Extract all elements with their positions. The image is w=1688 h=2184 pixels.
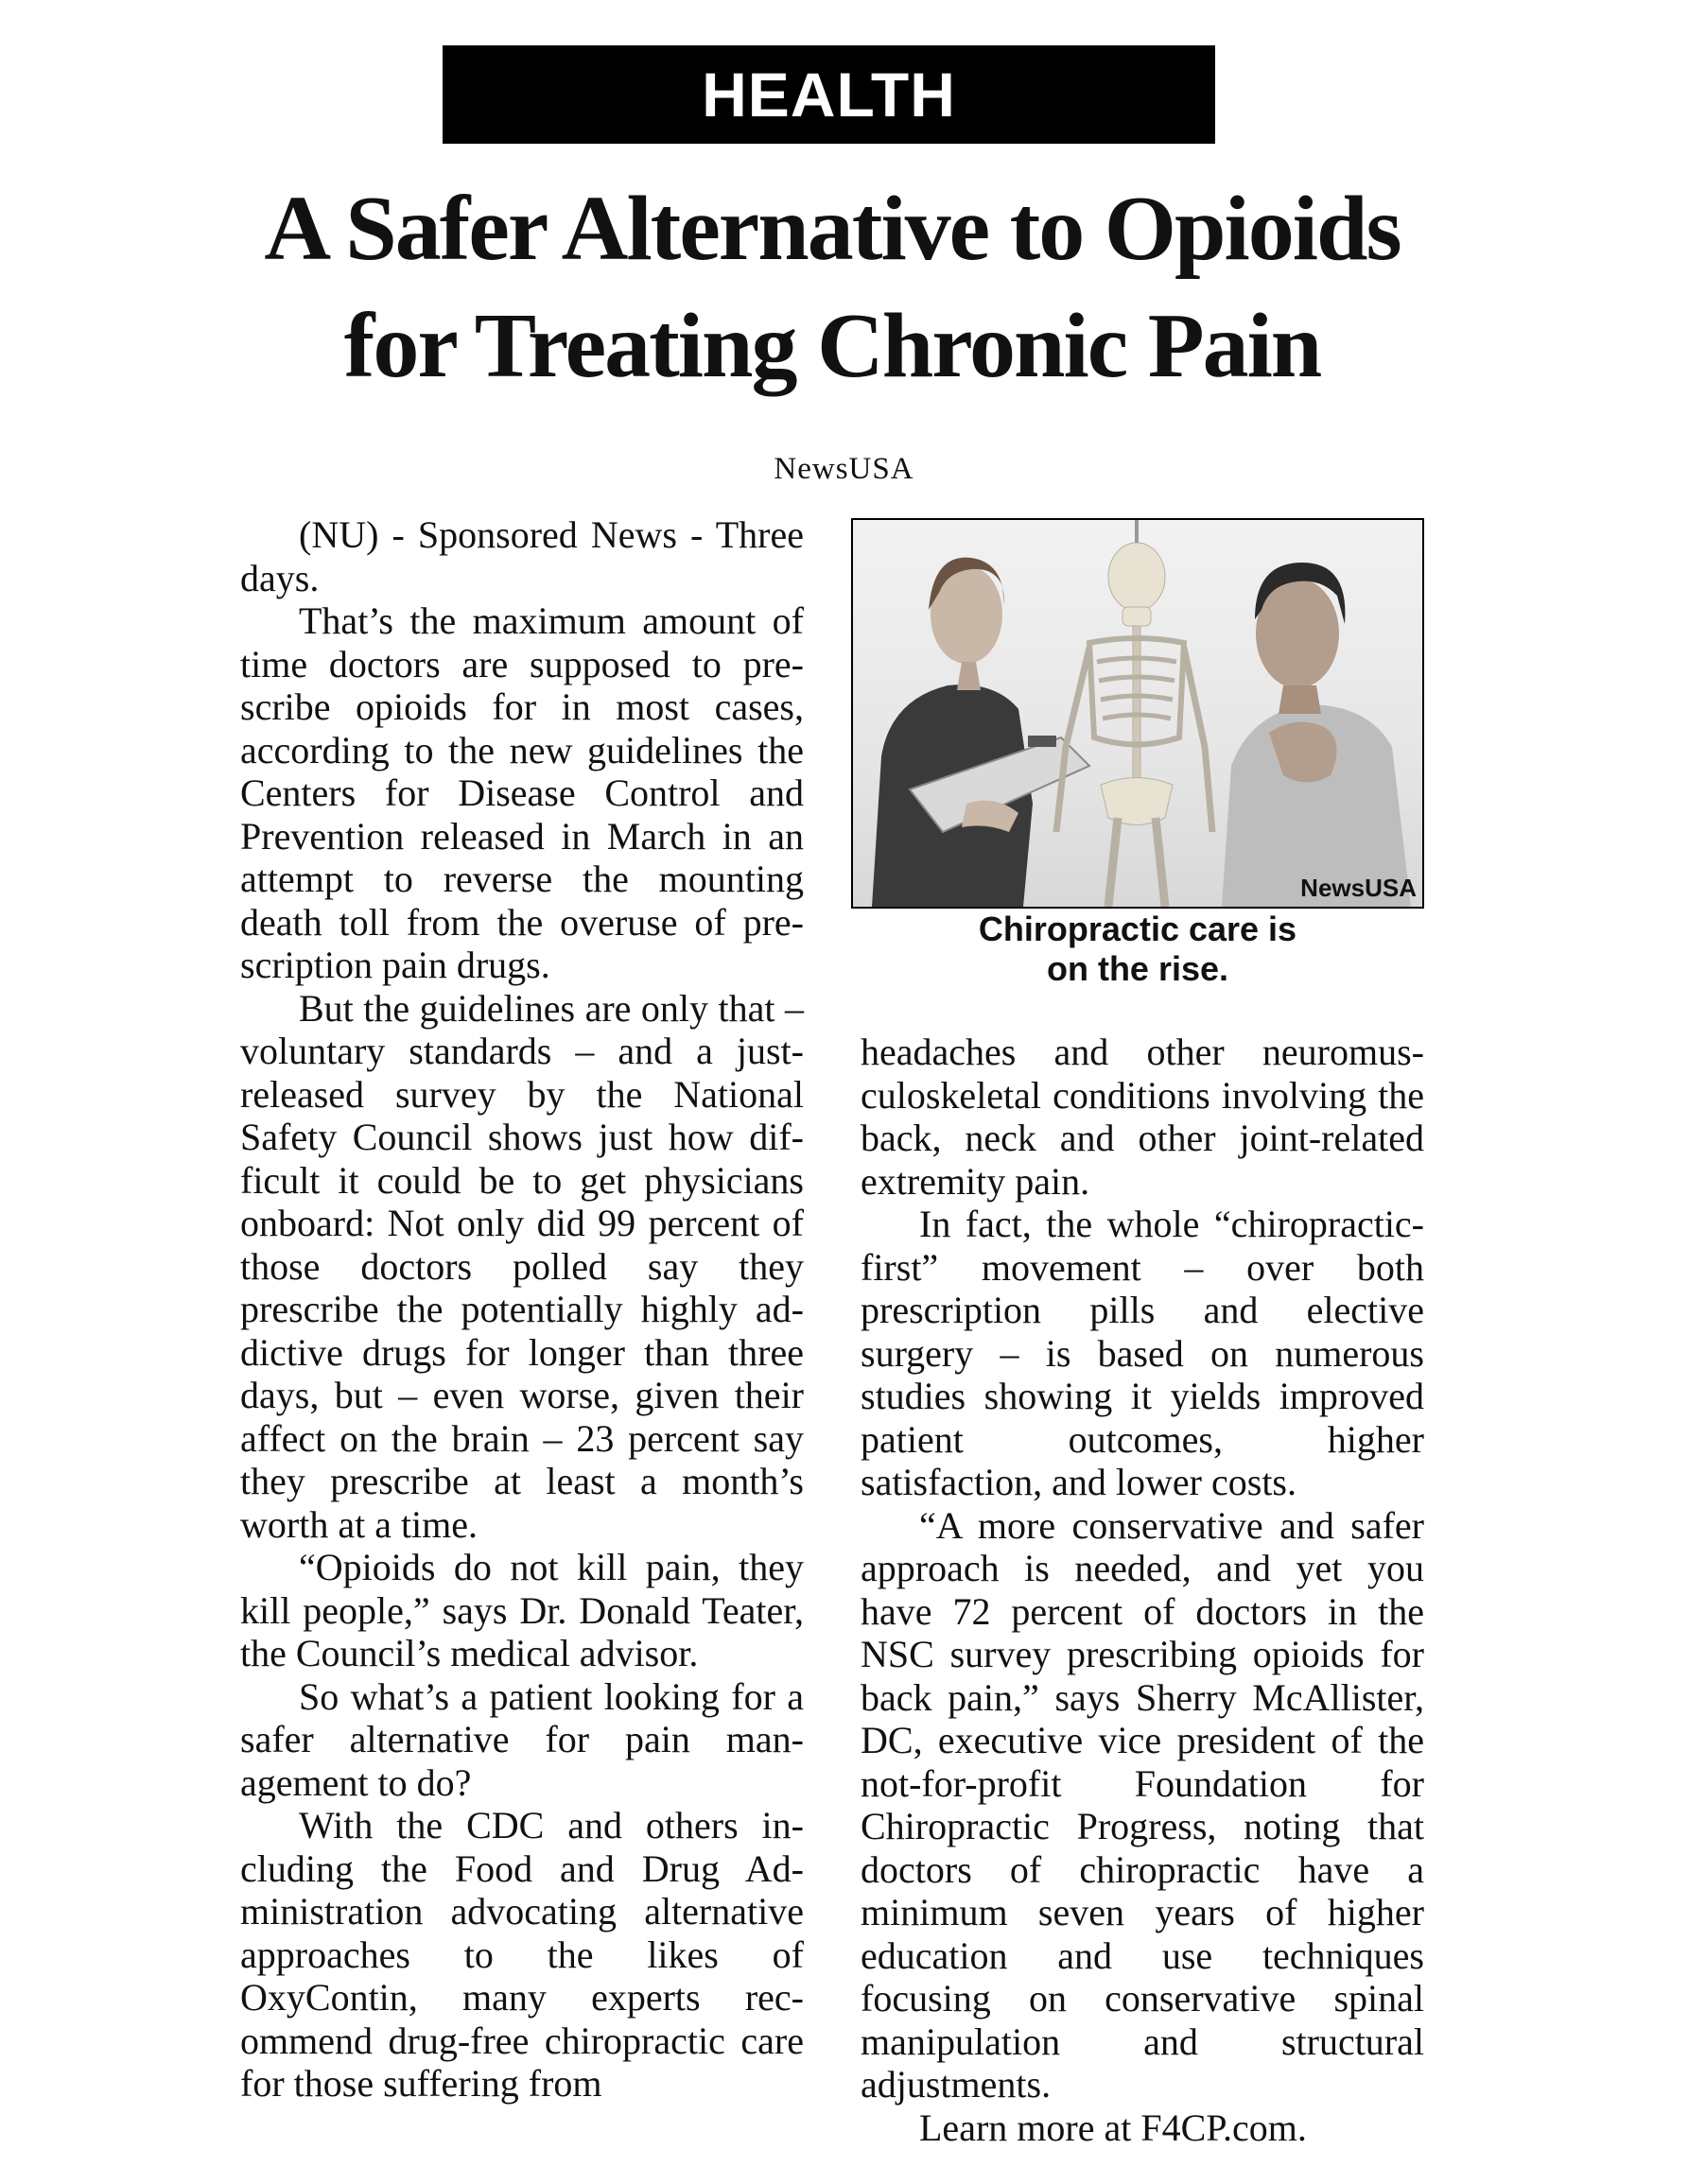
left-column [240, 513, 804, 2106]
chiropractic-scene-illustration [853, 520, 1422, 907]
section-label: HEALTH [702, 60, 956, 130]
paragraph: That’s the maximum amount of time doctors are supposed to prescribe opioids for in most cases, according to the new guidelines the Centers for Disease Control and Prevention released in March in an attempt to reverse the mounting death toll from the overuse of prescription pain drugs. [240, 599, 804, 986]
paragraph-continuation: headaches and other neuromusculoskeletal conditions involving the back, neck and other joint-related extremity pain. [861, 1031, 1424, 1203]
caption-line-1: Chiropractic care is [978, 910, 1297, 948]
article-photo [851, 518, 1424, 909]
paragraph: With the CDC and others including the Food and Drug Administration advocating alternative approaches to the likes of OxyContin, many experts recommend drug-free chiropractic care for those suffering from [240, 1804, 804, 2105]
right-column [861, 1031, 1424, 2149]
headline-line-2: for Treating Chronic Pain [343, 295, 1321, 397]
paragraph: “A more conservative and safer approach is needed, and yet you have 72 percent of doctors in the NSC survey prescribing opioids for back pain,” says Sherry McAllister, DC, executive vice president of the not-for-profit Foundation for Chiropractic Progress, noting that doctors of chiropractic have a minimum seven years of higher education and use techniques focusing on conservative spinal manipulation and structural adjustments. [861, 1503, 1424, 2106]
paragraph: In fact, the whole “chiropractic-first” movement – over both prescription pills and elective surgery – is based on numerous studies showing it yields improved patient outcomes, higher satisfaction, and lower costs. [861, 1203, 1424, 1503]
section-banner [443, 45, 1215, 144]
paragraph: (NU) - Sponsored News - Three days. [240, 513, 804, 599]
closing-line: Learn more at F4CP.com. [919, 2106, 1307, 2149]
paragraph: But the guidelines are only that – voluntary standards – and a just-released survey by the National Safety Council shows just how difficult it could be to get physicians onboard: Not only did 99 percent of those doctors polled say they prescribe the potentially highly addictive drugs for longer than three days, but – even worse, given their affect on the brain – 23 percent say they prescribe at least a month’s worth at a time. [240, 986, 804, 1546]
skeleton-model [1056, 520, 1212, 907]
paragraph: “Opioids do not kill pain, they kill people,” says Dr. Donald Teater, the Council’s medical advisor. [240, 1546, 804, 1674]
patient-figure [1222, 563, 1411, 907]
paragraph: So what’s a patient looking for a safer alternative for pain management to do? [240, 1674, 804, 1804]
caption-line-2: on the rise. [1046, 949, 1229, 988]
photo-credit: NewsUSA [1300, 874, 1417, 902]
headline-line-1: A Safer Alternative to Opioids [264, 178, 1401, 280]
article-headline [132, 170, 1532, 405]
therapist-figure [872, 558, 1089, 907]
photo-caption [851, 910, 1424, 989]
article-byline: NewsUSA [774, 452, 914, 486]
